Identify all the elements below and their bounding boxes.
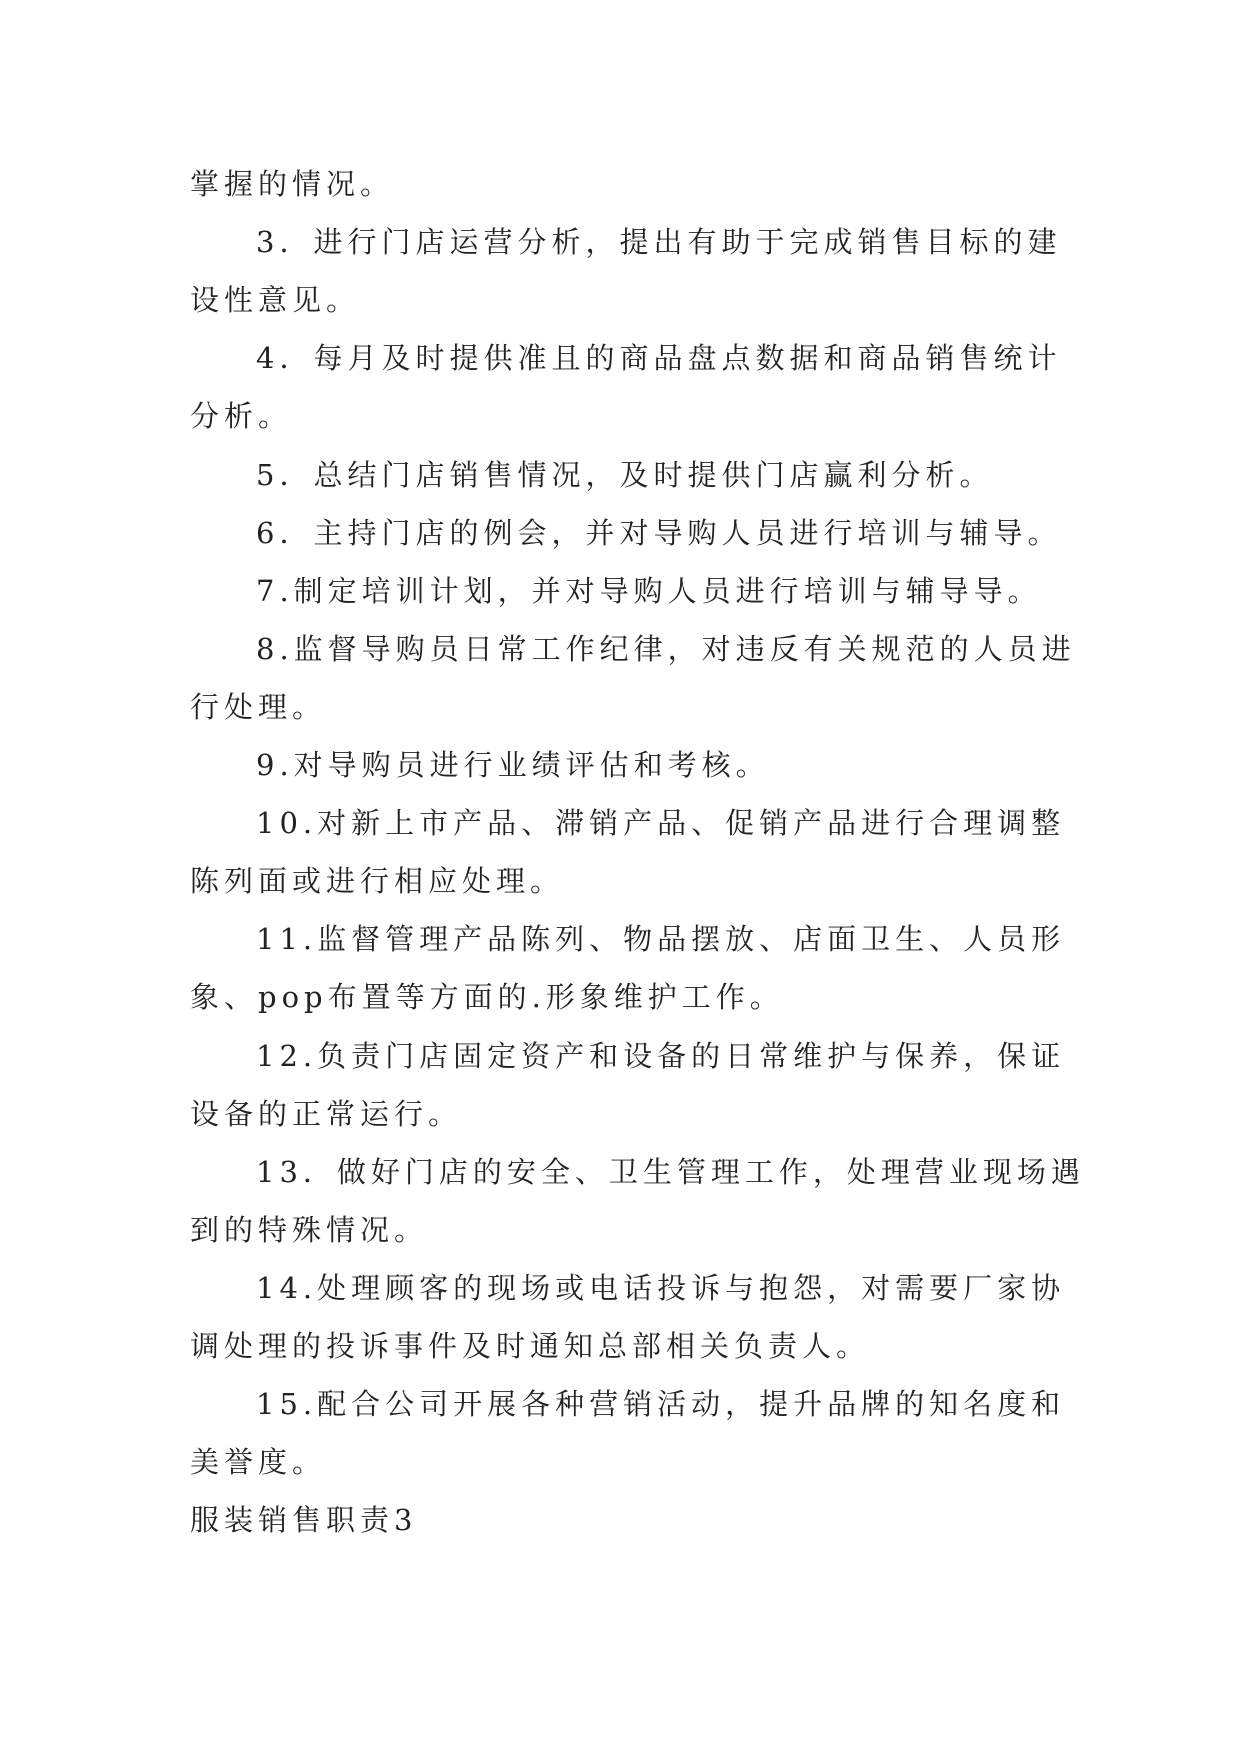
text-line: 14.处理顾客的现场或电话投诉与抱怨，对需要厂家协 (256, 1271, 1066, 1305)
text-line: 陈列面或进行相应处理。 (190, 864, 565, 898)
text-line: 设性意见。 (190, 283, 361, 317)
text-line: 分析。 (190, 399, 293, 433)
text-line: 4．每月及时提供准且的商品盘点数据和商品销售统计 (256, 341, 1062, 375)
text-line: 9.对导购员进行业绩评估和考核。 (256, 748, 770, 782)
text-line: 7.制定培训计划，并对导购人员进行培训与辅导导。 (256, 574, 1042, 608)
text-line: 11.监督管理产品陈列、物品摆放、店面卫生、人员形 (256, 922, 1066, 956)
text-line: 掌握的情况。 (190, 167, 395, 201)
text-line: 3．进行门店运营分析，提出有助于完成销售目标的建 (256, 225, 1062, 259)
text-line: 10.对新上市产品、滞销产品、促销产品进行合理调整 (256, 806, 1066, 840)
text-line: 12.负责门店固定资产和设备的日常维护与保养，保证 (256, 1039, 1066, 1073)
text-line: 6．主持门店的例会，并对导购人员进行培训与辅导。 (256, 516, 1062, 550)
text-line: 象、pop布置等方面的.形象维护工作。 (190, 980, 784, 1014)
text-line: 设备的正常运行。 (190, 1097, 463, 1131)
text-line: 5．总结门店销售情况，及时提供门店赢利分析。 (256, 458, 994, 492)
text-line: 15.配合公司开展各种营销活动，提升品牌的知名度和 (256, 1387, 1066, 1421)
text-line: 行处理。 (190, 690, 327, 724)
text-line: 美誉度。 (190, 1445, 327, 1479)
text-line: 8.监督导购员日常工作纪律，对违反有关规范的人员进 (256, 632, 1076, 666)
text-line: 到的特殊情况。 (190, 1213, 429, 1247)
text-line: 调处理的投诉事件及时通知总部相关负责人。 (190, 1329, 871, 1363)
section-heading: 服装销售职责3 (190, 1503, 418, 1537)
text-line: 13．做好门店的安全、卫生管理工作，处理营业现场遇 (256, 1155, 1085, 1189)
